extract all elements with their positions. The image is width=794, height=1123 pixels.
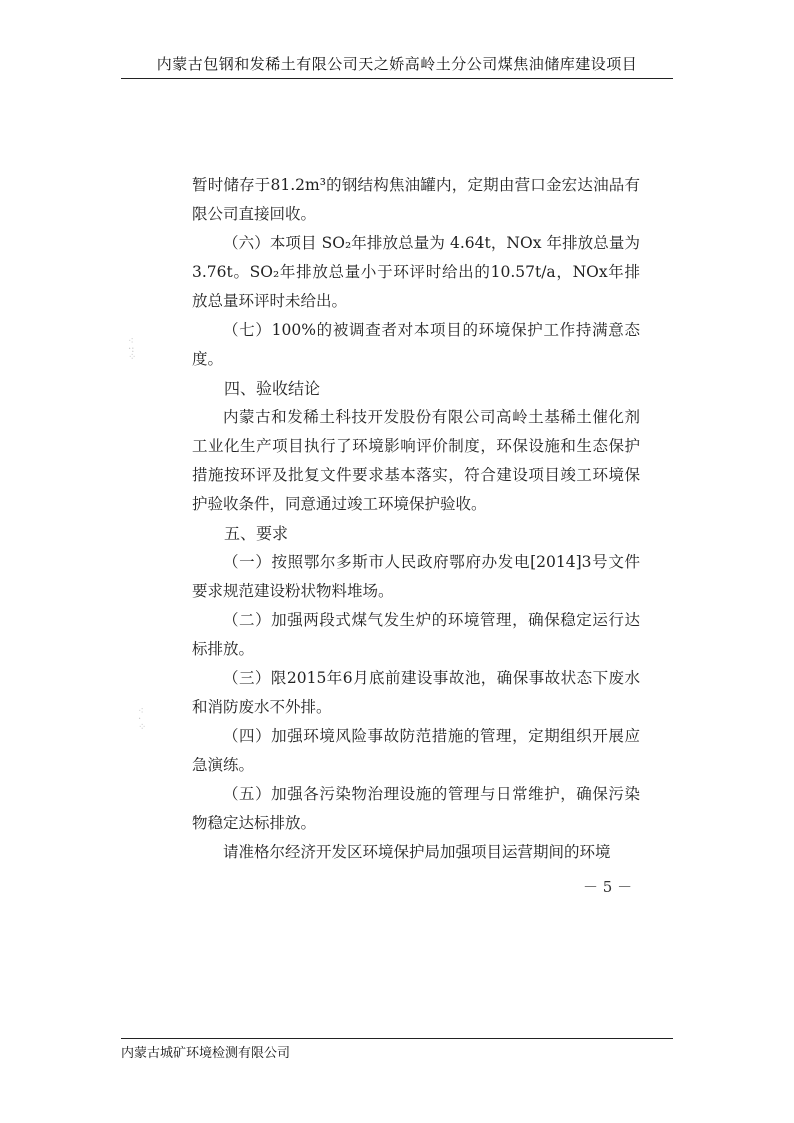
paragraph: 请准格尔经济开发区环境保护局加强项目运营期间的环境 — [223, 843, 611, 861]
paragraph: （三）限2015年6月底前建设事故池，确保事故状态下废水和消防废水不外排。 — [192, 669, 640, 716]
paragraph: （七）100%的被调查者对本项目的环境保护工作持满意态度。 — [192, 321, 640, 368]
paragraph: （四）加强环境风险事故防范措施的管理，定期组织开展应急演练。 — [192, 727, 640, 774]
paragraph: （六）本项目 SO₂年排放总量为 4.64t，NOx 年排放总量为3.76t。SO₂年排放总量小于环评时给出的10.57t/a，NOx年排放总量环评时未给出。 — [192, 234, 640, 310]
page-number: － 5 － — [583, 878, 633, 896]
section-heading: 五、要求 — [224, 524, 289, 543]
paragraph: （一）按照鄂尔多斯市人民政府鄂府办发电[2014]3号文件要求规范建设粉状物料堆场。 — [192, 553, 640, 600]
scan-mark: ⁖ ·: ⁘ — [128, 336, 137, 363]
paragraph: （五）加强各污染物治理设施的管理与日常维护，确保污染物稳定达标排放。 — [192, 785, 640, 832]
section-heading: 四、验收结论 — [224, 379, 321, 398]
scan-mark: ⁖ · ⁘ — [138, 706, 147, 733]
document-body — [192, 171, 640, 867]
paragraph: （二）加强两段式煤气发生炉的环境管理，确保稳定运行达标排放。 — [192, 611, 640, 658]
footer-company: 内蒙古城矿环境检测有限公司 — [121, 1046, 291, 1061]
page-footer — [121, 1038, 673, 1061]
page-header — [121, 52, 673, 79]
header-title: 内蒙古包钢和发稀土有限公司天之娇高岭土分公司煤焦油储库建设项目 — [156, 55, 638, 73]
paragraph: 内蒙古和发稀土科技开发股份有限公司高岭土基稀土催化剂工业化生产项目执行了环境影响评价制度，环保设施和生态保护措施按环评及批复文件要求基本落实，符合建设项目竣工环境保护验收条件，同意通过竣工环境保护验收。 — [192, 408, 640, 513]
paragraph: 暂时储存于81.2m³的钢结构焦油罐内，定期由营口金宏达油品有限公司直接回收。 — [192, 176, 640, 223]
